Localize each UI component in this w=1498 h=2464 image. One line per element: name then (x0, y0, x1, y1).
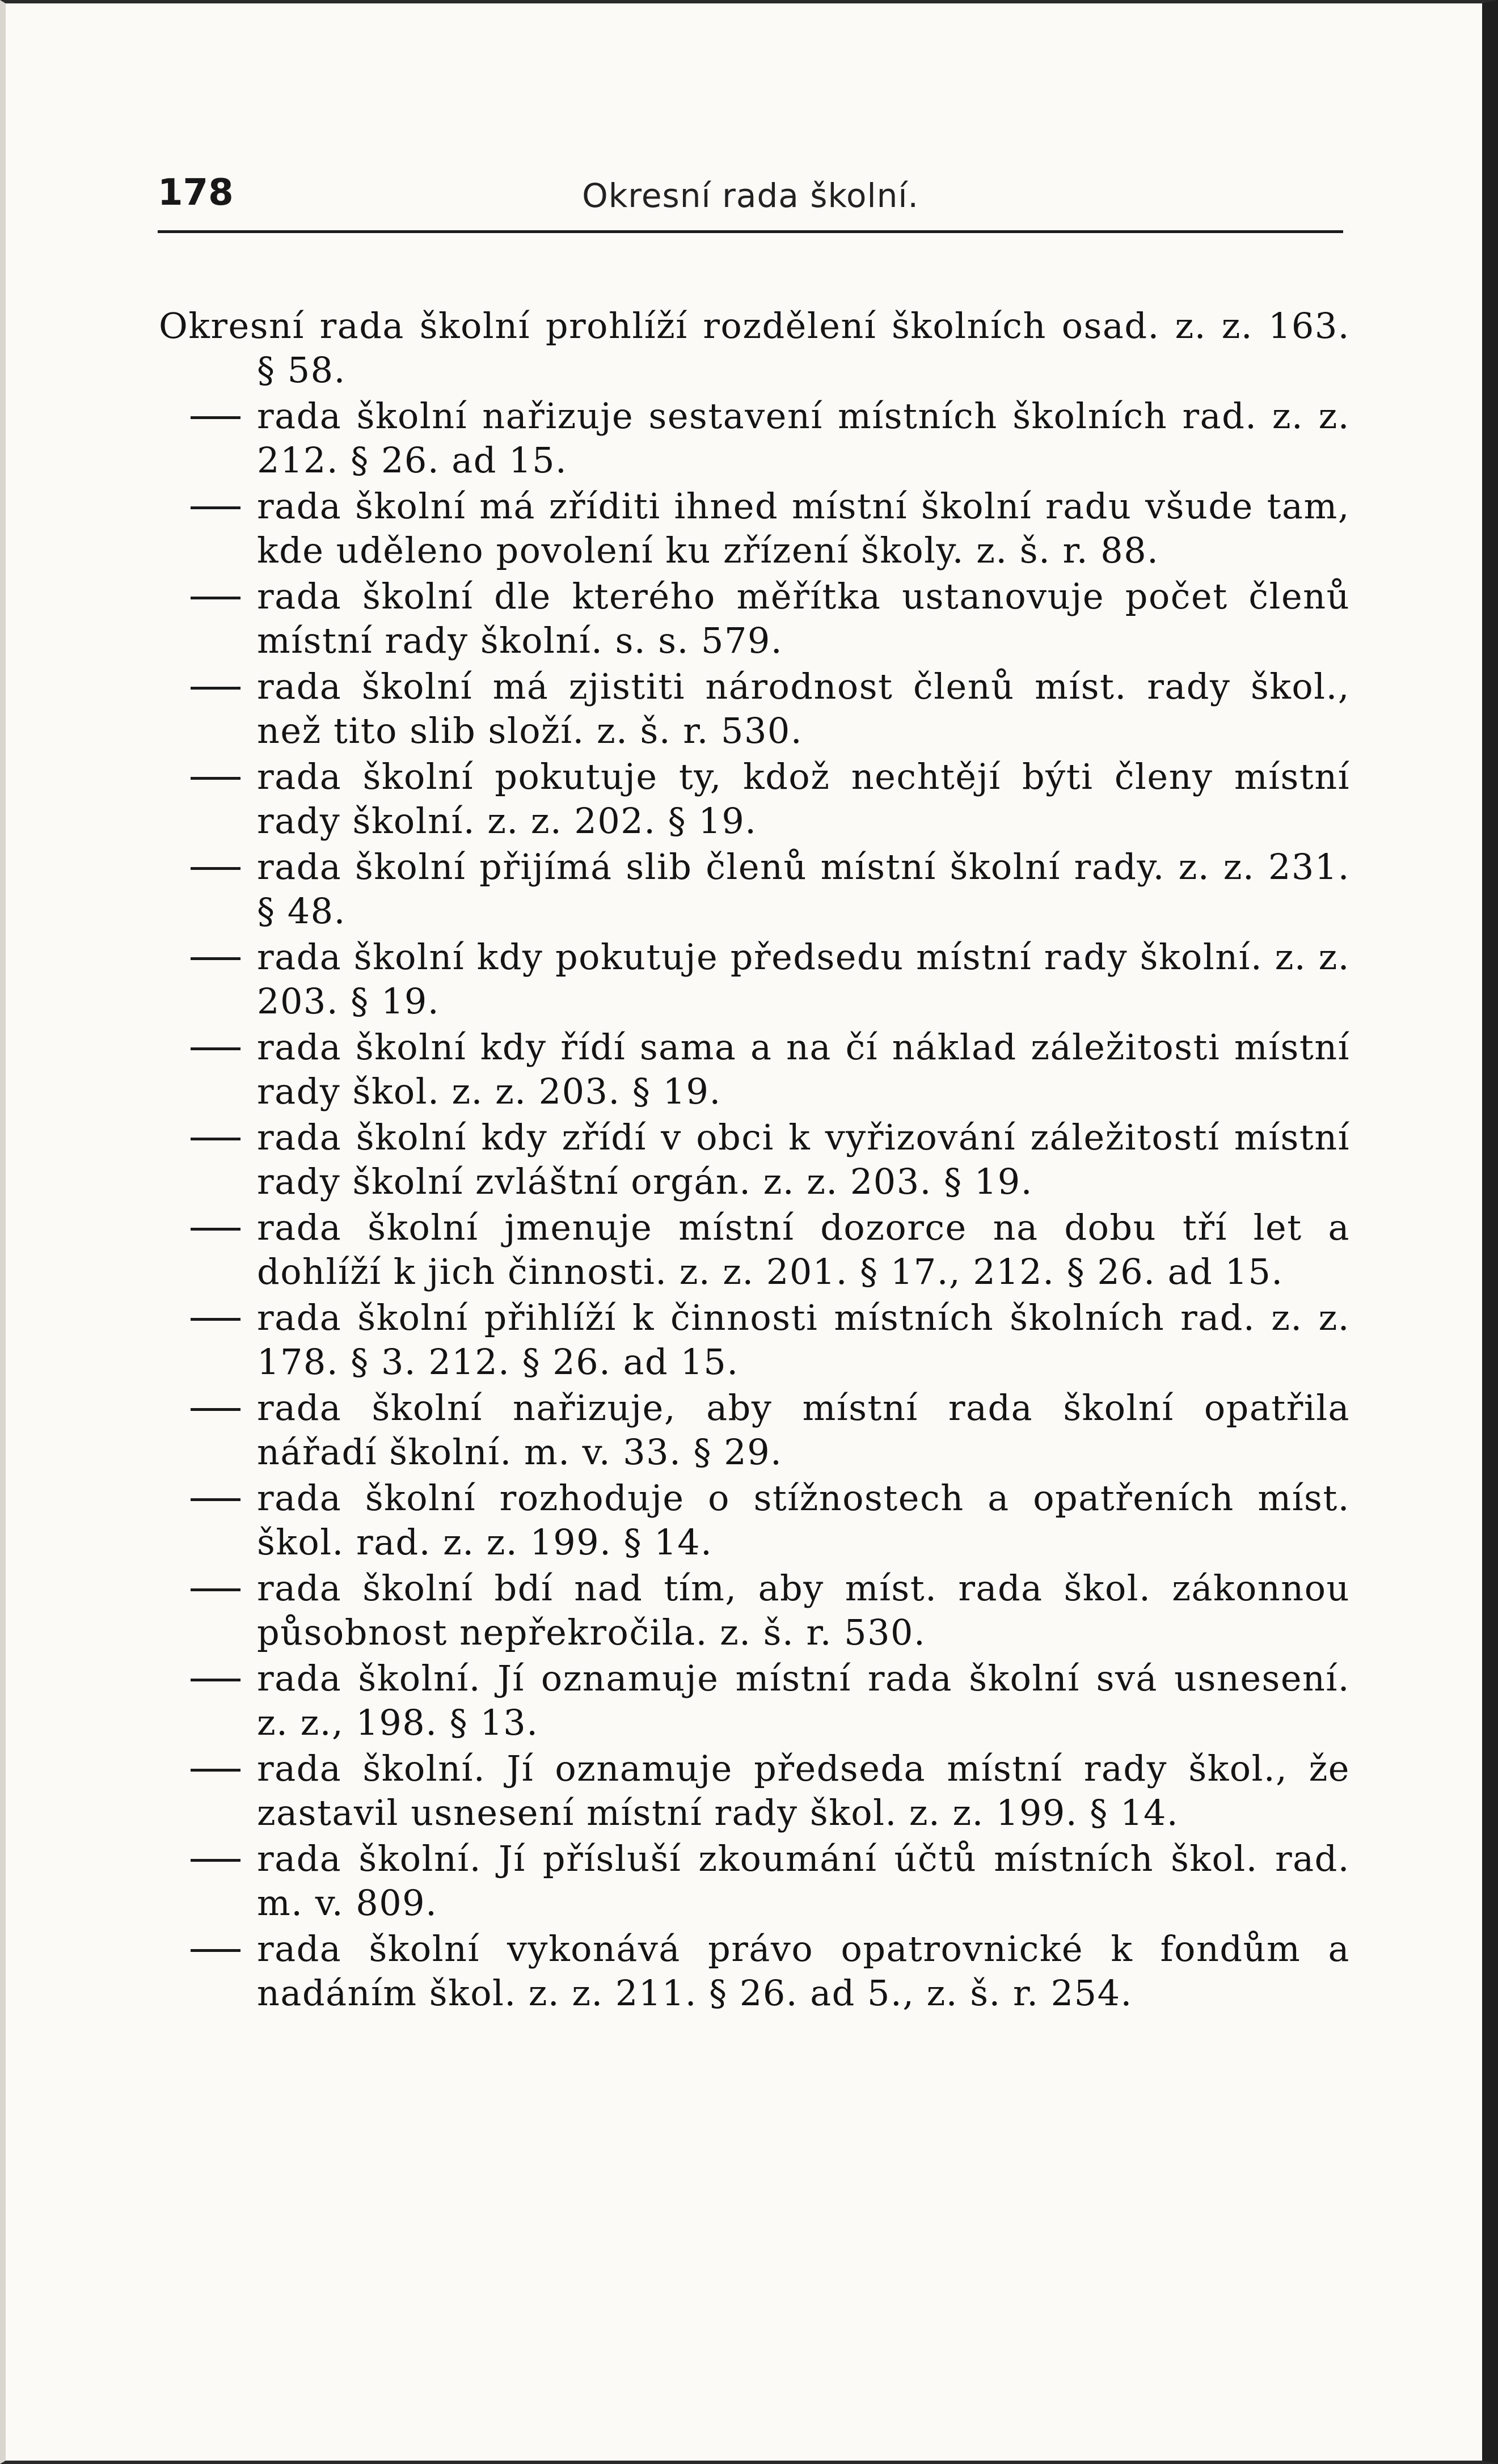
entry-text: rada školní pokutuje ty, kdož nechtějí býti členy místní rady školní. z. z. 202. § 19. (257, 756, 1350, 842)
index-entry (159, 845, 1350, 933)
entry-text: rada školní nařizuje sestavení místních školních rad. z. z. 212. § 26. ad 15. (257, 395, 1350, 481)
entry-text: rada školní kdy řídí sama a na čí náklad záležitosti místní rady škol. z. z. 203. § 19. (257, 1026, 1350, 1112)
index-entry (159, 1115, 1350, 1204)
index-entry (159, 665, 1350, 753)
entry-text: rada školní rozhoduje o stížnostech a opatřeních míst. škol. rad. z. z. 199. § 14. (257, 1477, 1350, 1563)
index-entry (159, 1025, 1350, 1114)
index-entry (159, 304, 1350, 392)
index-entry (159, 1476, 1350, 1565)
entry-text: rada školní přihlíží k činnosti místních školních rad. z. z. 178. § 3. 212. § 26. ad 15. (257, 1297, 1350, 1383)
entry-text: rada školní nařizuje, aby místní rada školní opatřila nářadí školní. m. v. 33. § 29. (257, 1387, 1350, 1473)
index-entry (159, 394, 1350, 483)
index-entry (159, 755, 1350, 843)
running-head: Okresní rada školní. (582, 176, 919, 215)
index-entries (159, 304, 1350, 2017)
index-entry (159, 1837, 1350, 1925)
index-entry (159, 1927, 1350, 2015)
entry-text: rada školní přijímá slib členů místní školní rady. z. z. 231. § 48. (257, 846, 1350, 932)
entry-text: rada školní. Jí oznamuje předseda místní rady škol., že zastavil usnesení místní rady škol. z. z. 199. § 14. (257, 1748, 1350, 1833)
page-number: 178 (158, 172, 234, 214)
index-entry (159, 1566, 1350, 1655)
entry-text: rada školní kdy zřídí v obci k vyřizování záležitostí místní rady školní zvláštní orgán. z. z. 203. § 19. (257, 1117, 1350, 1202)
header-rule (158, 230, 1343, 233)
entry-text: rada školní má zříditi ihned místní školní radu všude tam, kde uděleno povolení ku zřízení školy. z. š. r. 88. (257, 485, 1350, 571)
index-entry (159, 935, 1350, 1024)
entry-text: rada školní jmenuje místní dozorce na dobu tří let a dohlíží k jich činnosti. z. z. 201. § 17., 212. § 26. ad 15. (257, 1207, 1350, 1292)
index-entry (159, 574, 1350, 663)
entry-text: rada školní vykonává právo opatrovnické k fondům a nadáním škol. z. z. 211. § 26. ad 5., z. š. r. 254. (257, 1928, 1350, 2014)
entry-text: rada školní dle kterého měřítka ustanovuje počet členů místní rady školní. s. s. 579. (257, 576, 1350, 661)
index-entry (159, 1386, 1350, 1474)
page-header (158, 168, 1343, 236)
index-entry (159, 1296, 1350, 1384)
entry-text: Okresní rada školní prohlíží rozdělení školních osad. z. z. 163. § 58. (159, 305, 1350, 391)
index-entry (159, 1747, 1350, 1835)
entry-text: rada školní má zjistiti národnost členů míst. rady škol., než tito slib složí. z. š. r. 530. (257, 666, 1350, 751)
entry-text: rada školní. Jí přísluší zkoumání účtů místních škol. rad. m. v. 809. (257, 1838, 1350, 1924)
index-entry (159, 1206, 1350, 1294)
entry-text: rada školní. Jí oznamuje místní rada školní svá usnesení. z. z., 198. § 13. (257, 1658, 1350, 1743)
index-entry (159, 1656, 1350, 1745)
index-entry (159, 484, 1350, 573)
entry-text: rada školní bdí nad tím, aby míst. rada škol. zákonnou působnost nepřekročila. z. š. r. 530. (257, 1567, 1350, 1653)
entry-text: rada školní kdy pokutuje předsedu místní rady školní. z. z. 203. § 19. (257, 936, 1350, 1022)
